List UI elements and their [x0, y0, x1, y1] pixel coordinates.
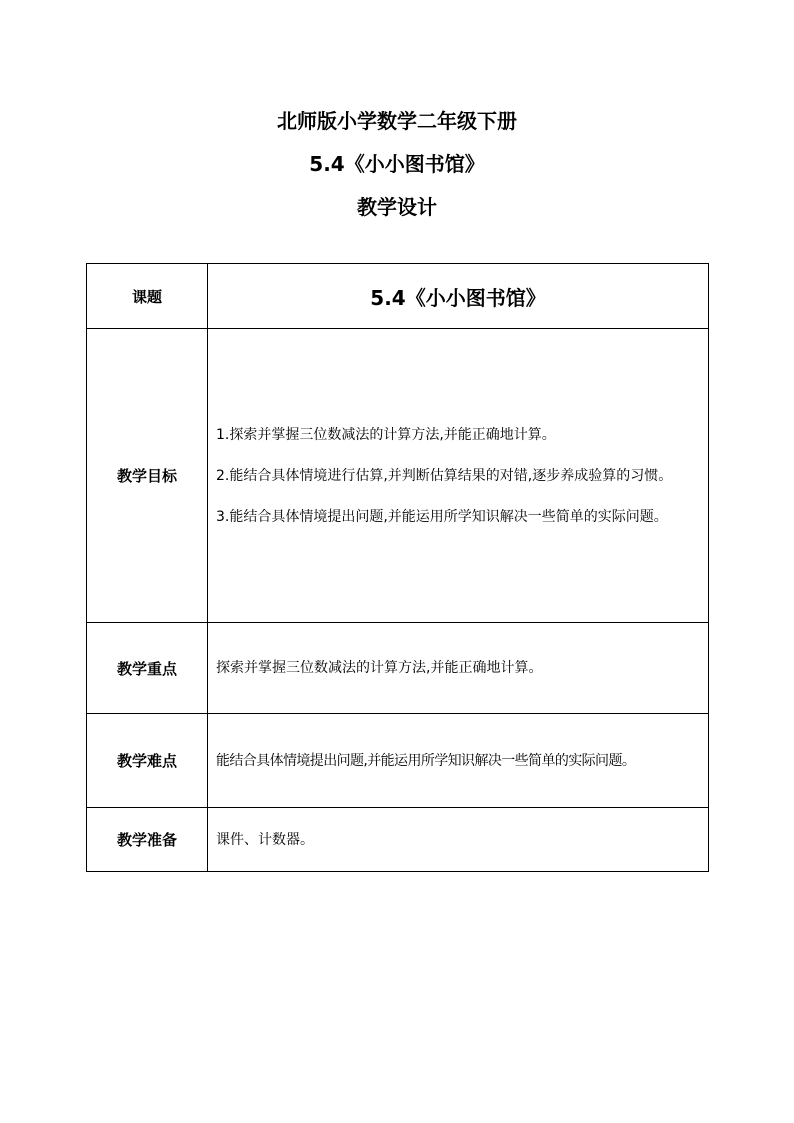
- key-points-label: 教学重点: [87, 623, 208, 714]
- table-row-objectives: [87, 329, 709, 623]
- table-row-key-points: [87, 623, 709, 714]
- objectives-label: 教学目标: [87, 329, 208, 623]
- topic-label: 课题: [87, 264, 208, 329]
- objective-item-2: 2.能结合具体情境进行估算,并判断估算结果的对错,逐步养成验算的习惯。: [216, 467, 673, 484]
- difficulties-label: 教学难点: [87, 714, 208, 808]
- preparation-text: 课件、计数器。: [216, 831, 314, 848]
- table-row-preparation: [87, 808, 709, 872]
- table-row-difficulties: [87, 714, 709, 808]
- difficulties-content: [208, 714, 709, 808]
- document-header: [0, 100, 794, 229]
- document-subtitle: 5.4《小小图书馆》: [309, 152, 485, 176]
- key-points-content: [208, 623, 709, 714]
- difficulties-text: 能结合具体情境提出问题,并能运用所学知识解决一些简单的实际问题。: [216, 752, 636, 769]
- document-type: 教学设计: [357, 195, 437, 219]
- table-row-topic: [87, 264, 709, 329]
- key-points-text: 探索并掌握三位数减法的计算方法,并能正确地计算。: [216, 660, 543, 676]
- objective-item-3: 3.能结合具体情境提出问题,并能运用所学知识解决一些简单的实际问题。: [216, 508, 668, 525]
- document-title: 北师版小学数学二年级下册: [277, 109, 517, 133]
- lesson-plan-table: [86, 263, 709, 872]
- preparation-label: 教学准备: [87, 808, 208, 872]
- topic-value: 5.4《小小图书馆》: [208, 264, 709, 329]
- preparation-content: [208, 808, 709, 872]
- objective-item-1: 1.探索并掌握三位数减法的计算方法,并能正确地计算。: [216, 426, 556, 443]
- objectives-content: [208, 329, 709, 623]
